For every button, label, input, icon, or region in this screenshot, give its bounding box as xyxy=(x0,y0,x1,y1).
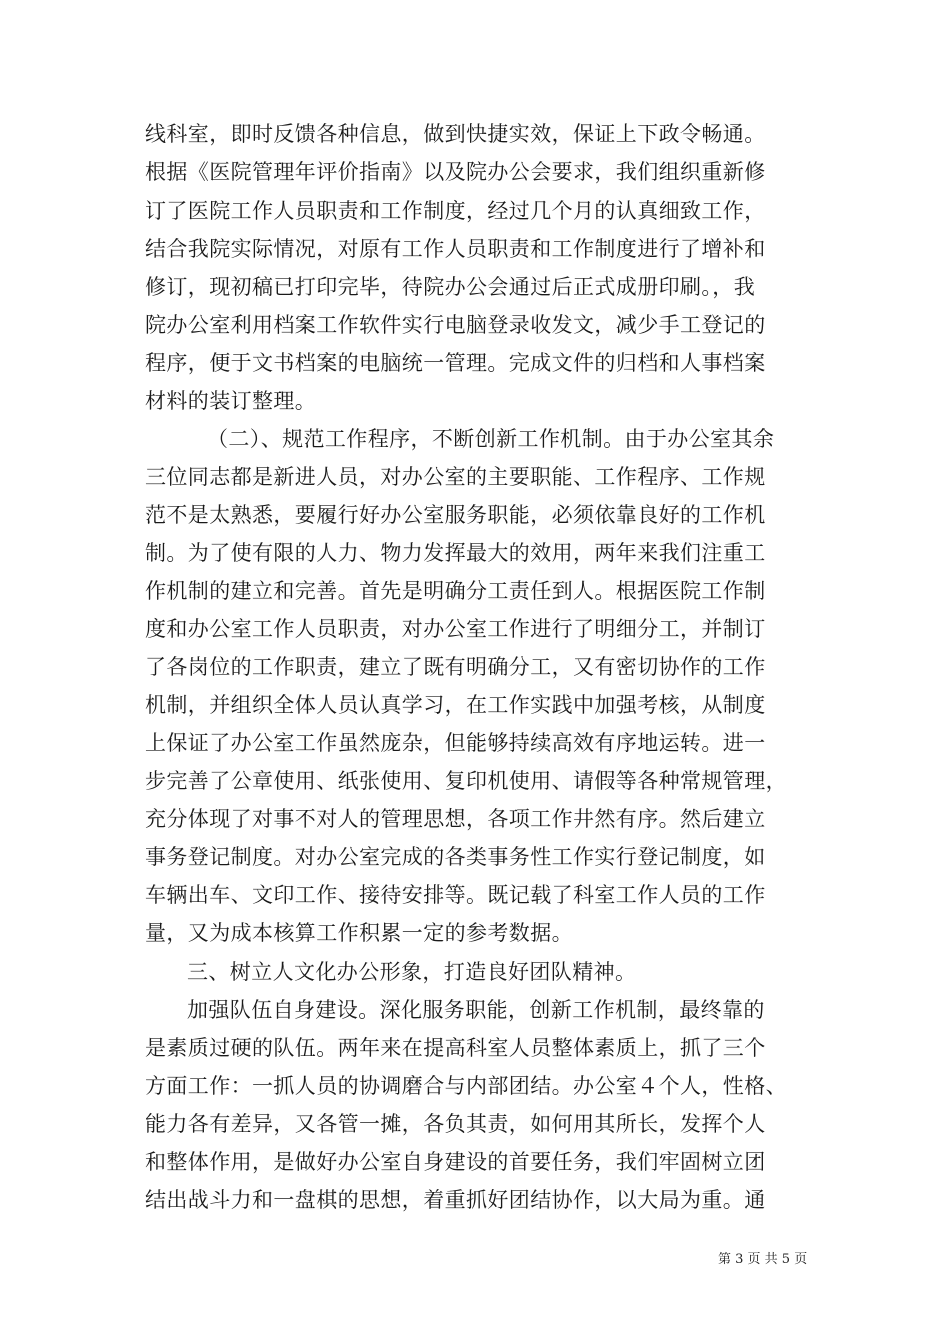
body-text-line: 订了医院工作人员职责和工作制度，经过几个月的认真细致工作， xyxy=(145,199,766,223)
body-text-line: 上保证了办公室工作虽然庞杂，但能够持续高效有序地运转。进一 xyxy=(145,731,766,755)
body-text-line: 了各岗位的工作职责，建立了既有明确分工，又有密切协作的工作 xyxy=(145,655,766,679)
section-heading: （二）、规范工作程序，不断创新工作机制。由于办公室其余 xyxy=(207,427,775,451)
body-text-line: 根据《医院管理年评价指南》以及院办公会要求，我们组织重新修 xyxy=(145,160,766,184)
section-heading: 三、树立人文化办公形象，打造良好团队精神。 xyxy=(187,960,637,984)
body-text-line: 程序，便于文书档案的电脑统一管理。完成文件的归档和人事档案 xyxy=(145,351,766,375)
body-text-line: 和整体作用，是做好办公室自身建设的首要任务，我们牢固树立团 xyxy=(145,1150,766,1174)
body-text-line: 范不是太熟悉，要履行好办公室服务职能，必须依靠良好的工作机 xyxy=(145,503,766,527)
body-text-line: 步完善了公章使用、纸张使用、复印机使用、请假等各种常规管理， xyxy=(145,769,787,793)
body-text-line: 三位同志都是新进人员，对办公室的主要职能、工作程序、工作规 xyxy=(145,465,766,489)
body-text-line: 是素质过硬的队伍。两年来在提高科室人员整体素质上，抓了三个 xyxy=(145,1036,766,1060)
body-text-line: 能力各有差异，又各管一摊，各负其责，如何用其所长，发挥个人 xyxy=(145,1112,766,1136)
body-text-line: 结合我院实际情况，对原有工作人员职责和工作制度进行了增补和 xyxy=(145,237,766,261)
body-text-line: 机制，并组织全体人员认真学习，在工作实践中加强考核，从制度 xyxy=(145,693,766,717)
paragraph-start: 加强队伍自身建设。深化服务职能，创新工作机制，最终靠的 xyxy=(187,998,765,1022)
body-text-line: 修订，现初稿已打印完毕，待院办公会通过后正式成册印刷。，我 xyxy=(145,275,756,299)
body-text-line: 作机制的建立和完善。首先是明确分工责任到人。根据医院工作制 xyxy=(145,579,766,603)
body-text-line: 材料的装订整理。 xyxy=(145,389,317,413)
body-text-line: 方面工作：一抓人员的协调磨合与内部团结。办公室４个人，性格、 xyxy=(145,1074,787,1098)
body-text-line: 事务登记制度。对办公室完成的各类事务性工作实行登记制度，如 xyxy=(145,845,766,869)
body-text-line: 结出战斗力和一盘棋的思想，着重抓好团结协作，以大局为重。通 xyxy=(145,1188,766,1212)
body-text-line: 车辆出车、文印工作、接待安排等。既记载了科室工作人员的工作 xyxy=(145,883,766,907)
page-number: 第 3 页 共 5 页 xyxy=(718,1252,808,1267)
body-text-line: 充分体现了对事不对人的管理思想，各项工作井然有序。然后建立 xyxy=(145,807,766,831)
body-text-line: 院办公室利用档案工作软件实行电脑登录收发文，减少手工登记的 xyxy=(145,313,766,337)
body-text-line: 度和办公室工作人员职责，对办公室工作进行了明细分工，并制订 xyxy=(145,617,766,641)
body-text-line: 制。为了使有限的人力、物力发挥最大的效用，两年来我们注重工 xyxy=(145,541,766,565)
body-text-line: 线科室，即时反馈各种信息，做到快捷实效，保证上下政令畅通。 xyxy=(145,122,766,146)
body-text-line: 量，又为成本核算工作积累一定的参考数据。 xyxy=(145,921,573,945)
